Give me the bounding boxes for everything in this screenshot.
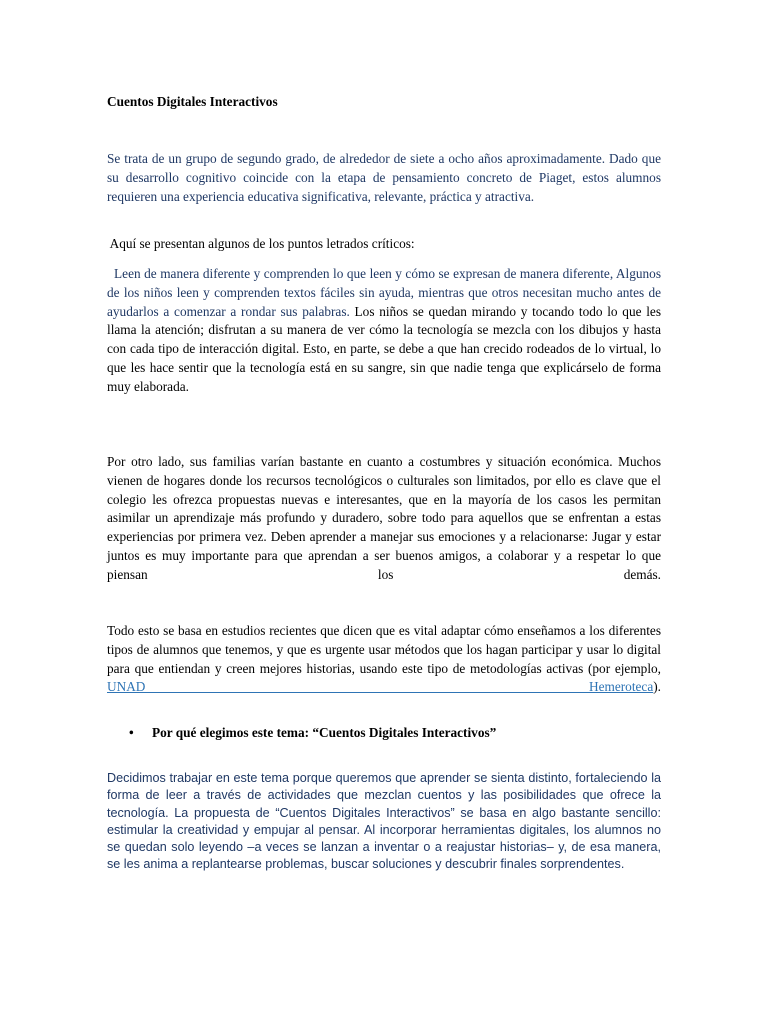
decision-text: Decidimos trabajar en este tema porque queremos que aprender se sienta distinto, fortaleciendo la forma de leer a través de actividades que mezclan cuentos y las posibilidades que ofrece la tecnología. La propuesta de “Cuentos Digitales Interactivos” se basa en algo bastante sencillo: estimular la creatividad y empujar al pensar. Al incorporar herramientas digitales, los alumnos no se quedan solo leyendo –a veces se lanzan a inventar o a reajustar historias– y, de esa manera, se les anima a replantearse problemas, buscar soluciones y descubrir finales sorprendentes. [107,771,661,872]
document-title: Cuentos Digitales Interactivos [107,94,278,109]
bullet-icon: • [129,725,134,740]
paragraph-studies [107,622,661,697]
unad-hemeroteca-link[interactable]: UNAD Hemeroteca [107,679,654,695]
paragraph-decision [107,770,661,874]
paragraph-reading-differences [107,265,665,397]
reading-differences-blue-text: Leen de manera diferente y comprenden lo que leen y cómo se expresan de manera diferente, Algunos de los niños leen y comprenden textos fáciles sin ayuda, mientras que otros necesitan mucho antes de ayudarlos a comenzar a rondar sus palabras. [107,266,665,319]
bullet-topic-text: Por qué elegimos este tema: “Cuentos Digitales Interactivos” [152,725,497,740]
reading-differences-black-text: Los niños se quedan mirando y tocando todo lo que les llama la atención; disfrutan a su manera de ver cómo la tecnología se mezcla con los dibujos y hasta con cada tipo de interacción digital. Esto, en parte, se debe a que han crecido rodeados de lo virtual, lo que les hace sentir que la tecnología está en su sangre, sin que nadie tenga que explicárselo de forma muy elaborada. [107,303,665,394]
critical-points-intro-text: Aquí se presentan algunos de los puntos letrados críticos: [107,236,415,251]
studies-end-text: ). [653,679,661,695]
paragraph-critical-points-intro [107,235,661,254]
paragraph-group-description-text: Se trata de un grupo de segundo grado, de alrededor de siete a ocho años aproximadamente. Dado que su desarrollo cognitivo coincide con la etapa de pensamiento concreto de Piaget, estos alumnos requieren una experiencia educativa significativa, relevante, práctica y atractiva. [107,151,661,204]
studies-text: Todo esto se basa en estudios recientes que dicen que es vital adaptar cómo enseñamos a los diferentes tipos de alumnos que tenemos, y que es urgente usar métodos que los hagan participar y usar lo digital para que entiendan y creen mejores historias, usando este tipo de metodologías activas (por ejemplo, [107,623,661,676]
paragraph-group-description [107,150,661,206]
paragraph-families [107,453,661,585]
families-text: Por otro lado, sus familias varían bastante en cuanto a costumbres y situación económica. Muchos vienen de hogares donde los recursos tecnológicos o culturales son limitados, por ello es clave que el colegio les ofrezca propuestas nuevas e interesantes, que en la mayoría de los casos les permitan asimilar un aprendizaje más profundo y duradero, sobre todo para aquellos que se enfrentan a estas experiencias por primera vez. Deben aprender a manejar sus emociones y a relacionarse: Jugar y estar juntos es muy importante para que aprendan a ser buenos amigos, a colaborar y a respetar lo que piensan los demás. [107,454,661,582]
